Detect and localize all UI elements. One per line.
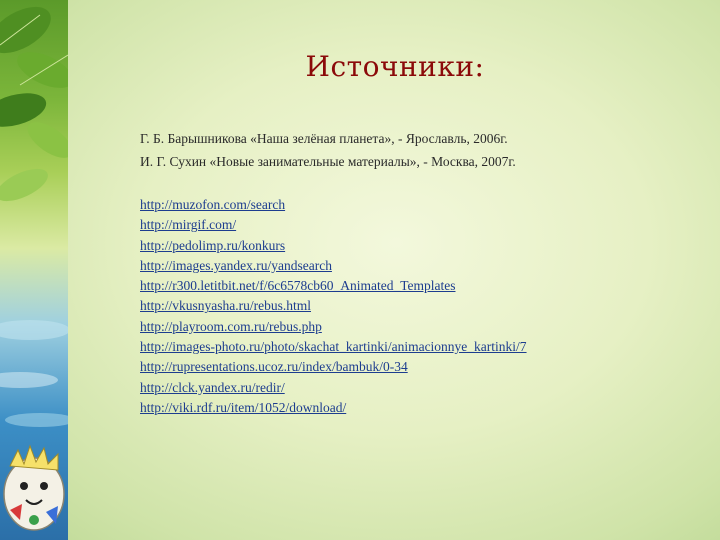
- book-reference-2: И. Г. Сухин «Новые занимательные материалы», - Москва, 2007г.: [140, 154, 516, 169]
- link-2[interactable]: http://mirgif.com/: [140, 217, 237, 233]
- link-6[interactable]: http://vkusnyasha.ru/rebus.html: [140, 298, 311, 314]
- links-list: [140, 195, 700, 418]
- link-7[interactable]: http://playroom.com.ru/rebus.php: [140, 318, 322, 334]
- link-11[interactable]: http://viki.rdf.ru/item/1052/download/: [140, 399, 347, 415]
- sources-block: [140, 127, 700, 418]
- link-10[interactable]: http://clck.yandex.ru/redir/: [140, 379, 285, 395]
- link-4[interactable]: http://images.yandex.ru/yandsearch: [140, 257, 332, 273]
- link-5[interactable]: http://r300.letitbit.net/f/6c6578cb60_Animated_Templates: [140, 278, 456, 294]
- slide-title: Источники:: [305, 50, 485, 83]
- link-8[interactable]: http://images-photo.ru/photo/skachat_kartinki/animacionnye_kartinki/7: [140, 339, 527, 355]
- link-1[interactable]: http://muzofon.com/search: [140, 197, 286, 212]
- cartoon-egg-character-icon: [0, 420, 68, 540]
- link-3[interactable]: http://pedolimp.ru/konkurs: [140, 237, 286, 253]
- book-reference-1: Г. Б. Барышникова «Наша зелёная планета», - Ярославль, 2006г.: [140, 131, 508, 146]
- link-9[interactable]: http://rupresentations.ucoz.ru/index/bambuk/0-34: [140, 359, 408, 375]
